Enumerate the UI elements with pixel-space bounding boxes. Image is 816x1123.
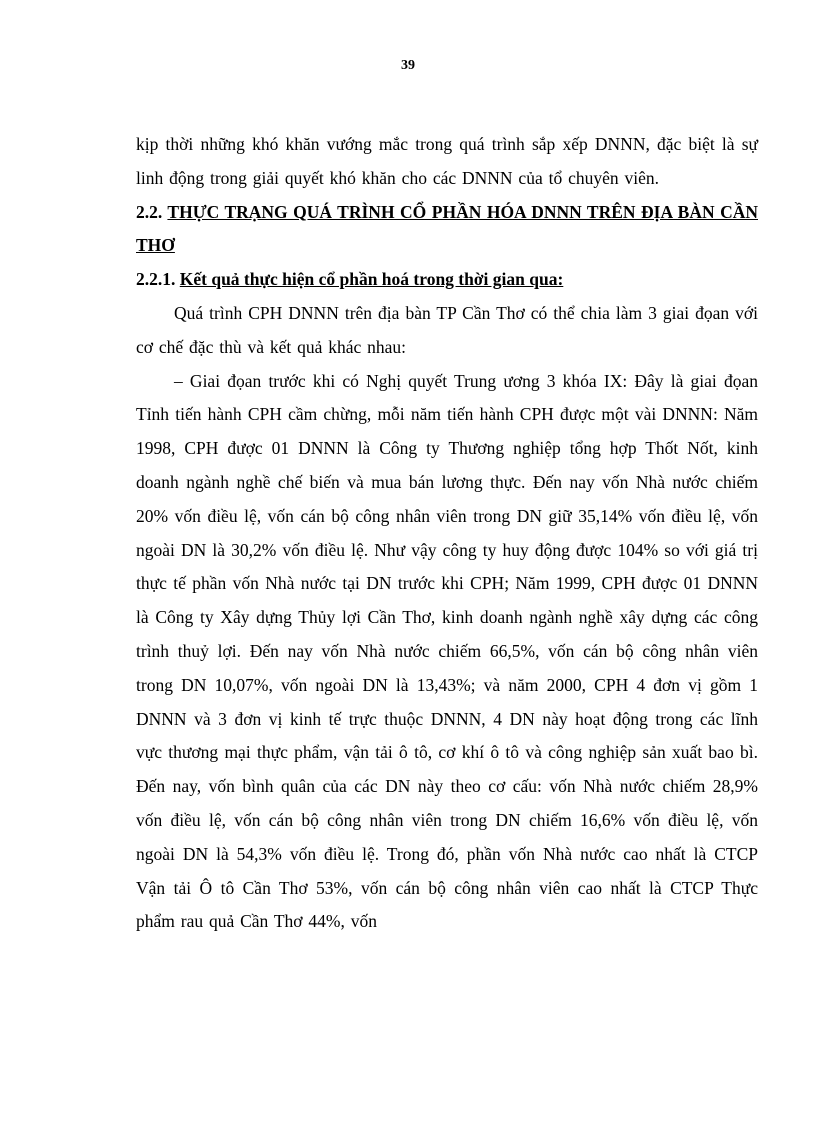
section-heading [136, 196, 758, 264]
subsection-number: 2.2.1. [136, 269, 176, 290]
page-number: 39 [401, 58, 415, 73]
section-number: 2.2. [136, 201, 163, 222]
intro-paragraph: kịp thời những khó khăn vướng mắc trong quá trình sắp xếp DNNN, đặc biệt là sự linh động trong giải quyết khó khăn cho các DNNN của tổ chuyên viên. [136, 134, 758, 188]
subsection-heading [136, 263, 758, 297]
body-paragraph-1: Quá trình CPH DNNN trên địa bàn TP Cần Thơ có thể chia làm 3 giai đọan với cơ chế đặc thù và kết quả khác nhau: [136, 302, 758, 357]
subsection-title: Kết quả thực hiện cổ phần hoá trong thời gian qua: [179, 269, 564, 290]
body-paragraph-2: – Giai đọan trước khi có Nghị quyết Trung ương 3 khóa IX: Đây là giai đọan Tỉnh tiến hành CPH cầm chừng, mỗi năm tiến hành CPH được một vài DNNN: Năm 1998, CPH được 01 DNNN là Công ty Thương nghiệp tổng hợp Thốt Nốt, kinh doanh ngành nghề chế biến và mua bán lương thực. Đến nay vốn Nhà nước chiếm 20% vốn điều lệ, vốn cán bộ công nhân viên trong DN giữ 35,14% vốn điều lệ, vốn ngoài DN là 30,2% vốn điều lệ. Như vậy công ty huy động được 104% so với giá trị thực tế phần vốn Nhà nước tại DN trước khi CPH; Năm 1999, CPH được 01 DNNN là Công ty Xây dựng Thủy lợi Cần Thơ, kinh doanh ngành nghề xây dựng các công trình thuỷ lợi. Đến nay vốn Nhà nước chiếm 66,5%, vốn cán bộ công nhân viên trong DN 10,07%, vốn ngoài DN là 13,43%; và năm 2000, CPH 4 đơn vị gồm 1 DNNN và 3 đơn vị kinh tế trực thuộc DNNN, 4 DN này hoạt động trong các lĩnh vực thương mại thực phẩm, vận tải ô tô, cơ khí ô tô và công nghiệp sản xuất bao bì. Đến nay, vốn bình quân của các DN này theo cơ cấu: vốn Nhà nước chiếm 28,9% vốn điều lệ, vốn cán bộ công nhân viên trong DN chiếm 16,6% vốn điều lệ, vốn ngoài DN là 54,3% vốn điều lệ. Trong đó, phần vốn Nhà nước cao nhất là CTCP Vận tải Ô tô Cần Thơ 53%, vốn cán bộ công nhân viên cao nhất là CTCP Thực phẩm rau quả Cần Thơ 44%, vốn [136, 370, 758, 932]
section-title: THỰC TRẠNG QUÁ TRÌNH CỔ PHẦN HÓA DNNN TRÊN ĐỊA BÀN CẦN THƠ [136, 201, 758, 256]
document-body [136, 128, 758, 939]
